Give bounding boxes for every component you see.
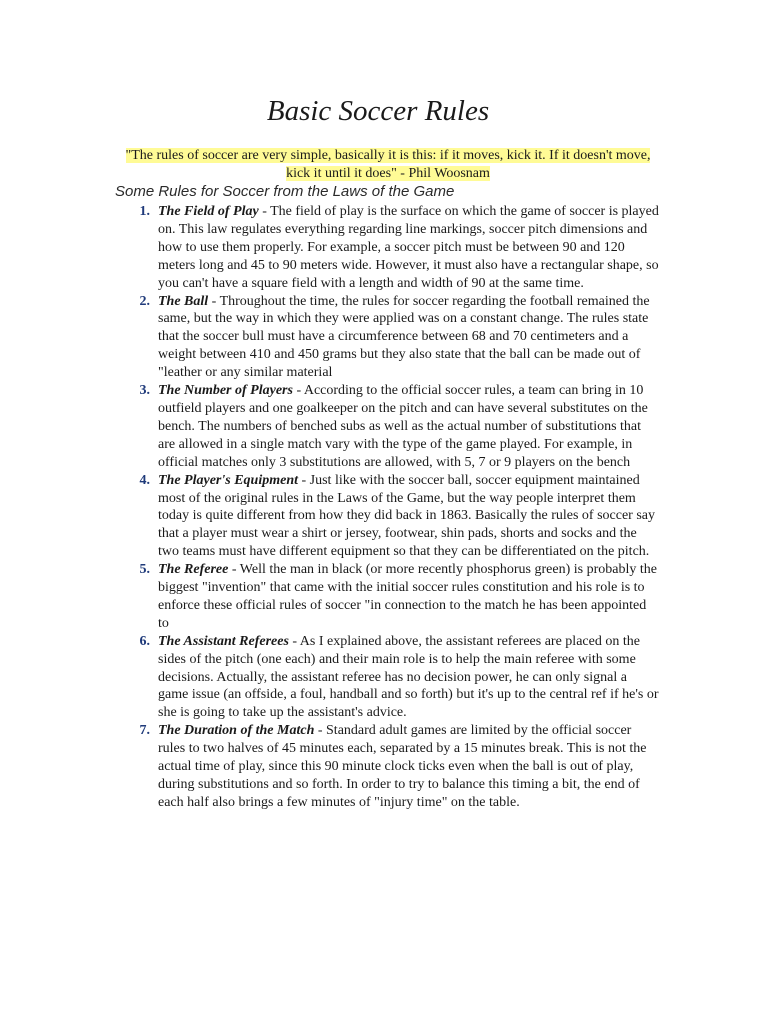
highlighted-quote — [118, 147, 658, 183]
rule-title: The Duration of the Match — [158, 723, 315, 739]
section-subtitle: Some Rules for Soccer from the Laws of the Game — [115, 183, 455, 200]
quote-text: "The rules of soccer are very simple, basically it is this: if it moves, kick it. If it doesn't move, kick it until it does" - Phil Woosnam — [125, 148, 651, 181]
rule-text: - The field of play is the surface on which the game of soccer is played on. This law regulates everything regarding line markings, soccer pitch dimensions and how to use them properly. For example, a soccer pitch must be between 90 and 120 meters long and 45 to 90 meters wide. However, it must also have a rectangular shape, so you can't have a square field with a length and width of 90 at the same time. — [158, 204, 659, 291]
rule-item — [110, 633, 660, 723]
rule-title: The Number of Players — [158, 383, 293, 399]
rule-item — [110, 561, 660, 633]
rule-number: 7. — [139, 723, 150, 739]
rule-text: - Just like with the soccer ball, soccer equipment maintained most of the original rules in the Laws of the Game, but the way people interpret them today is quite different from how they did back in 1863. Basically the rules of soccer say that a player must wear a shirt or jersey, footwear, shin pads, shorts and socks and the two teams must have different equipment so that they can be differentiated on the pitch. — [158, 472, 655, 560]
rule-number: 5. — [139, 562, 150, 578]
rule-number: 4. — [139, 472, 150, 488]
rule-text: - As I explained above, the assistant referees are placed on the sides of the pitch (one each) and their main role is to help the main referee with some decisions. Actually, the assistant referee has no decision power, he can only signal a game issue (an offside, a foul, handball and so forth) but it's up to the central ref if he's or she is going to take up the assistant's advice. — [158, 633, 659, 721]
rule-title: The Assistant Referees — [158, 633, 289, 649]
rules-list — [110, 203, 660, 812]
rule-title: The Referee — [158, 562, 229, 578]
rule-item — [110, 472, 660, 562]
rule-text: - Standard adult games are limited by the official soccer rules to two halves of 45 minutes each, separated by a 15 minutes break. This is not the actual time of play, since this 90 minute clock ticks even when the ball is out of play, during substitutions and so forth. In order to try to balance this timing a bit, the end of each half also brings a few minutes of "injury time" on the table. — [158, 723, 647, 810]
rule-number: 6. — [139, 633, 150, 649]
rule-title: The Player's Equipment — [158, 472, 298, 488]
rule-text: - Throughout the time, the rules for soccer regarding the football remained the same, but the way in which they were applied was on a constant change. The rules state that the soccer bull must have a circumference between 68 and 70 centimeters and a weight between 410 and 450 grams but they also state that the ball can be made out of "leather or any similar material — [158, 293, 650, 381]
rule-item — [110, 203, 660, 293]
rule-text: - Well the man in black (or more recently phosphorus green) is probably the biggest "invention" that came with the initial soccer rules constitution and his role is to enforce these official rules of soccer "in connection to the match he has been appointed to — [158, 562, 657, 631]
rule-title: The Field of Play — [158, 204, 259, 219]
rule-number: 3. — [139, 383, 150, 399]
rule-number: 2. — [139, 293, 150, 309]
rule-item — [110, 293, 660, 383]
rule-text: - According to the official soccer rules, a team can bring in 10 outfield players and one goalkeeper on the pitch and can have several substitutes on the bench. The numbers of benched subs as well as the actual number of substitutions that are allowed in a single match vary with the type of the game played. For example, in official matches only 3 substitutions are allowed, with 5, 7 or 9 players on the bench — [158, 383, 648, 470]
rule-item — [110, 382, 660, 472]
rule-item — [110, 722, 660, 812]
rule-title: The Ball — [158, 293, 209, 309]
document-title: Basic Soccer Rules — [266, 95, 490, 127]
rule-number: 1. — [139, 204, 150, 219]
